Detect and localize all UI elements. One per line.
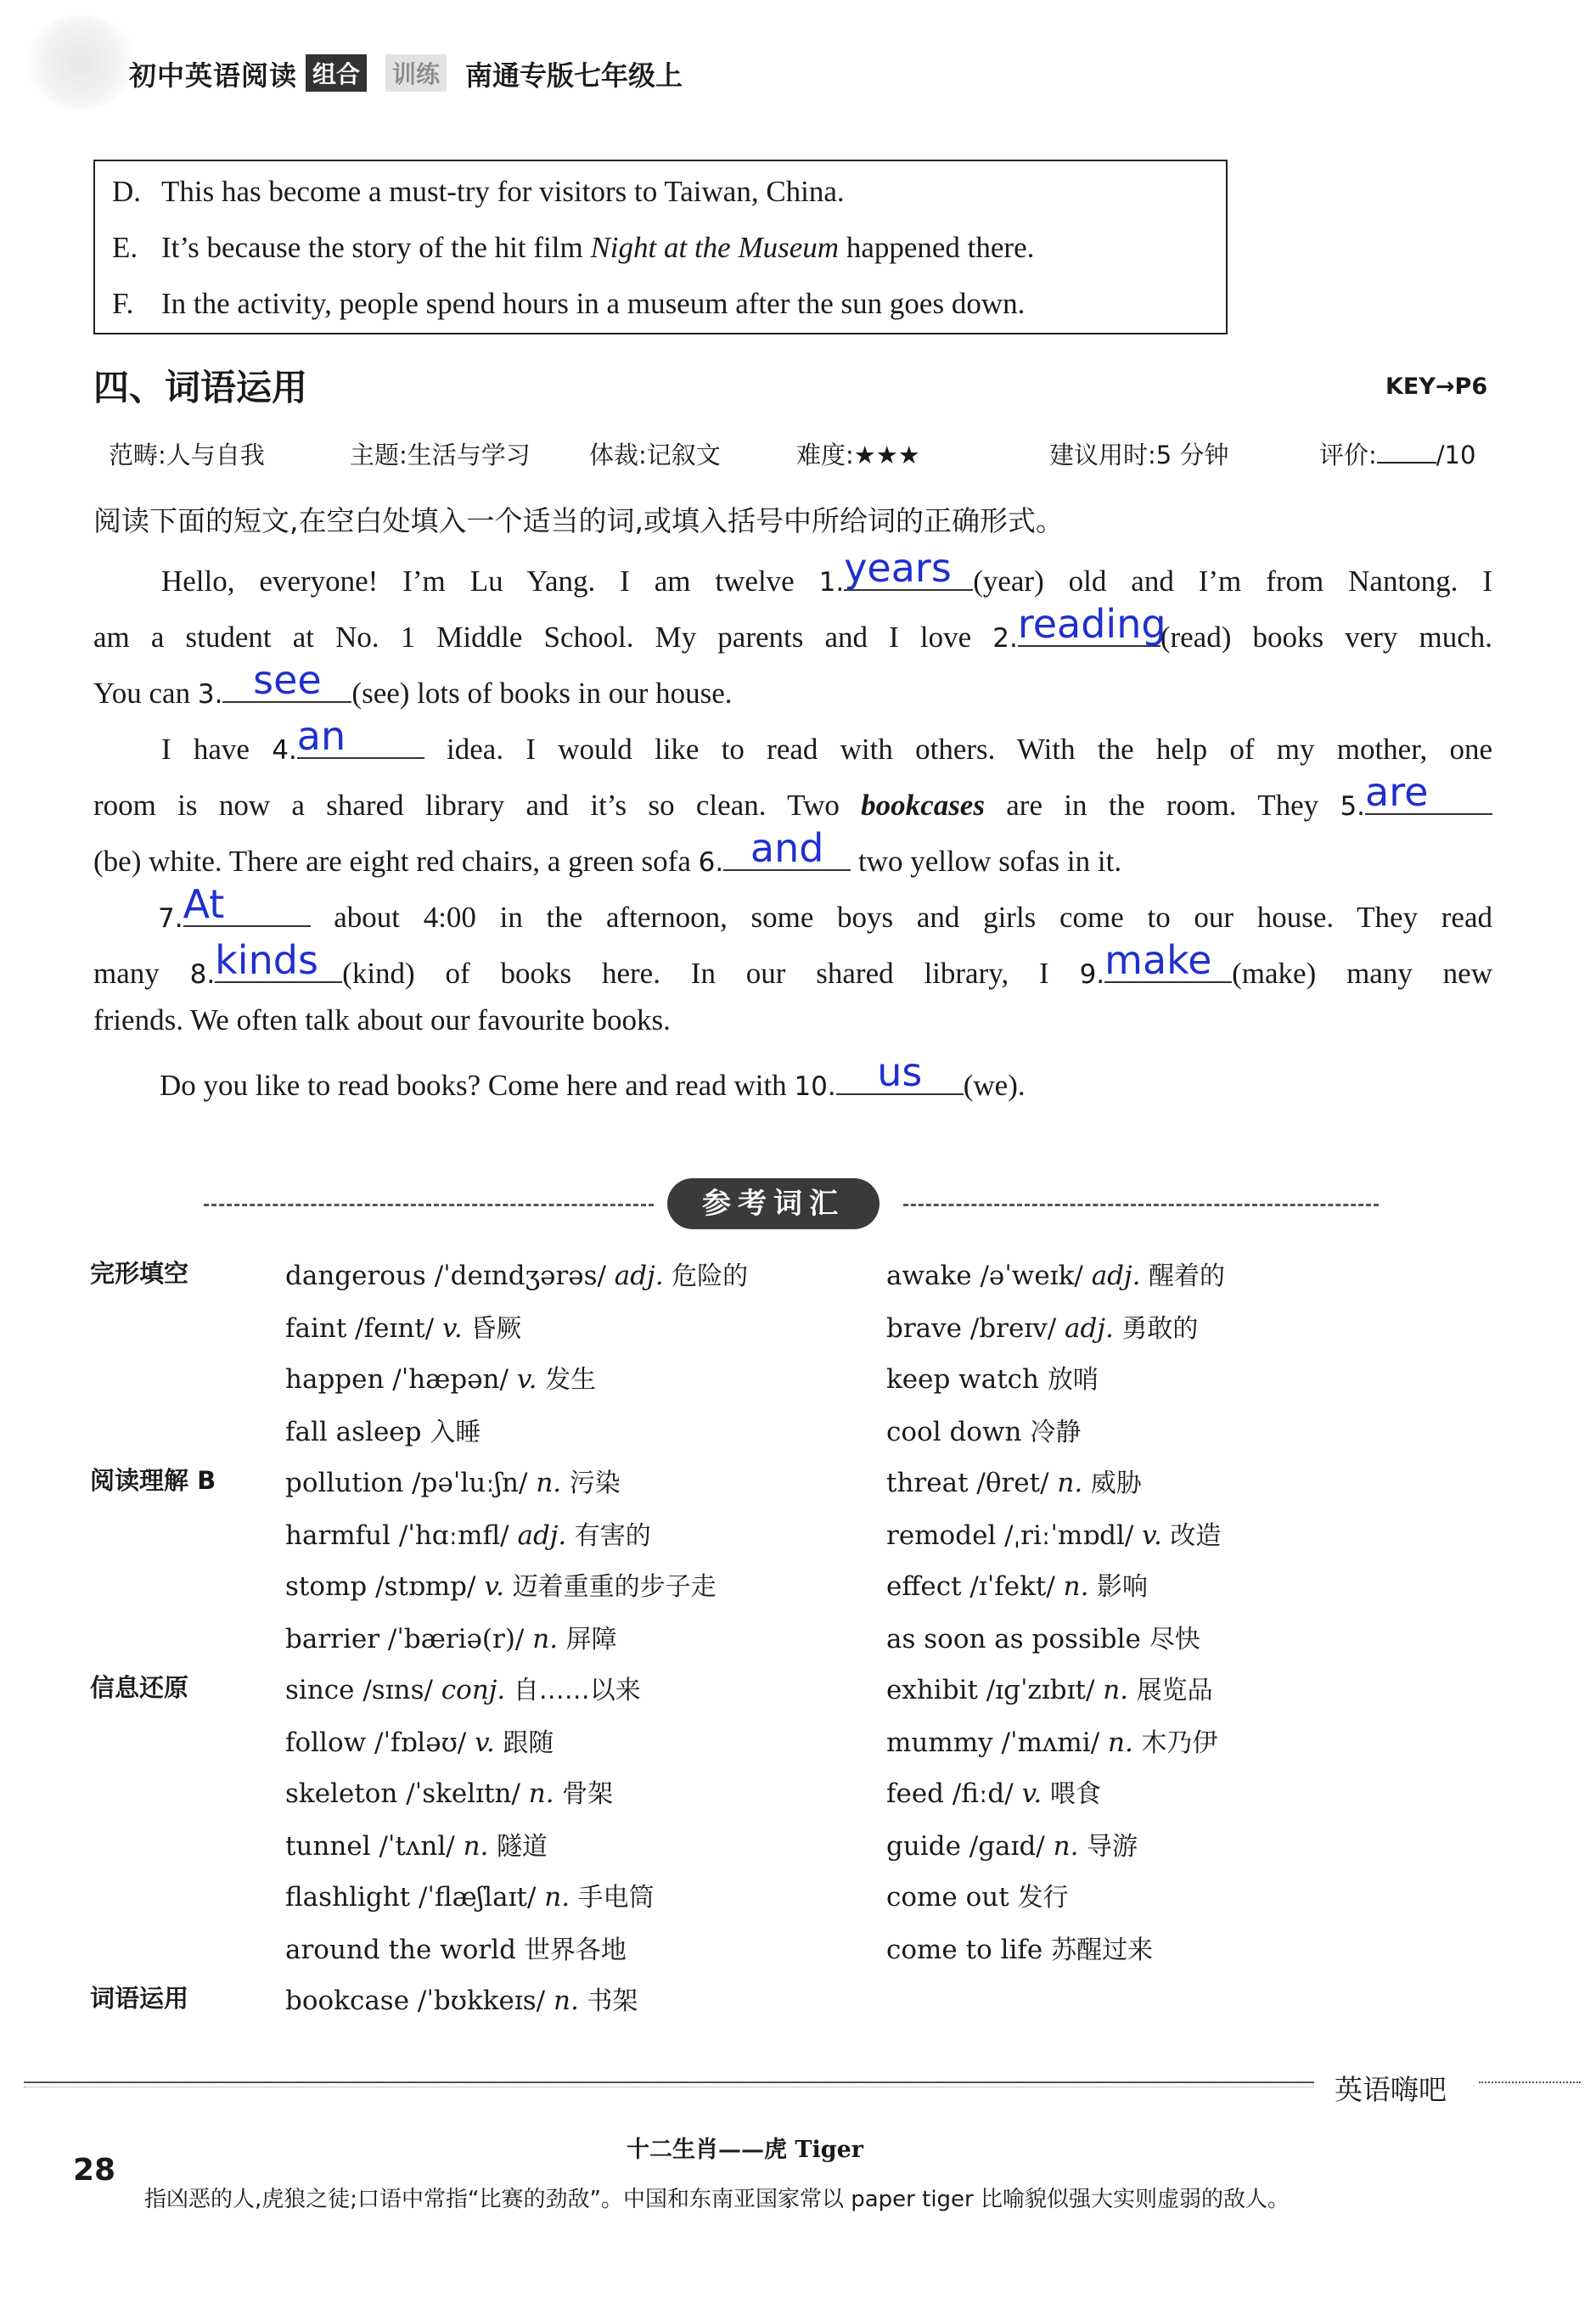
vocab-category-cloze: 完形填空 [90, 1259, 189, 1288]
vocab-meaning: 醒着的 [1140, 1261, 1226, 1291]
header-decoration [25, 15, 136, 109]
vocab-divider-left [204, 1204, 654, 1206]
right-vocab-item [886, 1669, 1213, 1706]
vocab-meaning: 隧道 [488, 1832, 548, 1862]
left-vocab-item [285, 1929, 627, 1966]
left-vocab-item [285, 1411, 480, 1448]
vocab-meaning: 危险的 [663, 1261, 749, 1291]
footer-rule [24, 2081, 1314, 2083]
vocab-meaning: 喂食 [1042, 1779, 1101, 1809]
vocab-word: follow /ˈfɒləʊ/ [285, 1728, 475, 1758]
vocab-meaning: 书架 [578, 1986, 638, 2016]
vocab-meaning: 入睡 [430, 1418, 481, 1447]
vocab-meaning: 世界各地 [524, 1935, 627, 1965]
passage-line-9: friends. We often talk about our favourite books. [93, 1003, 671, 1037]
vocab-meaning: 有害的 [566, 1521, 651, 1551]
vocab-pos: adj. [614, 1261, 664, 1291]
answer-6: and [750, 825, 824, 871]
blank-3[interactable] [222, 657, 351, 703]
blank-9[interactable] [1104, 937, 1232, 983]
section-title: 四、词语运用 [93, 367, 308, 408]
vocab-meaning: 苏醒过来 [1051, 1935, 1154, 1965]
vocab-pos: n. [1108, 1728, 1133, 1758]
vocab-meaning: 尽快 [1149, 1625, 1200, 1655]
header-tag-combo: 组合 [306, 54, 367, 92]
difficulty-stars: ★★★ [853, 441, 920, 469]
vocab-pos: v. [1021, 1778, 1042, 1809]
vocab-meaning: 跟随 [494, 1728, 554, 1758]
book-title: 初中英语阅读 [129, 59, 298, 92]
passage-line-2: am a student at No. 1 Middle School. My parents and I love 2. reading (read) books very much. [93, 601, 1492, 654]
vocab-pos: n. [1053, 1831, 1079, 1862]
right-vocab-item [886, 1255, 1225, 1292]
vocab-meaning: 勇敢的 [1113, 1314, 1199, 1344]
vocab-meaning: 污染 [561, 1469, 621, 1498]
zodiac-note: 指凶恶的人,虎狼之徒;口语中常指“比赛的劲敌”。中国和东南亚国家常以 paper tiger 比喻貌似强大实则虚弱的敌人。 [144, 2187, 1290, 2212]
left-vocab-item [285, 1669, 641, 1706]
vocab-meaning: 自……以来 [505, 1676, 641, 1705]
header-tag-training: 训练 [385, 54, 447, 92]
vocab-word: barrier /ˈbæriə(r)/ [285, 1624, 533, 1655]
vocab-category-reading-b: 阅读理解 B [90, 1466, 216, 1495]
answer-10: us [877, 1049, 923, 1095]
vocab-word: pollution /pəˈluːʃn/ [285, 1468, 537, 1498]
left-vocab-item [285, 1772, 613, 1810]
vocab-meaning: 威胁 [1082, 1469, 1142, 1498]
right-vocab-item [886, 1876, 1069, 1913]
right-vocab-item [886, 1307, 1198, 1345]
vocab-word: come out [886, 1882, 1018, 1913]
vocab-pos: adj. [1091, 1261, 1141, 1291]
blank-2[interactable] [1017, 601, 1166, 647]
vocab-pos: n. [463, 1831, 489, 1862]
right-vocab-item [886, 1565, 1148, 1603]
passage-line-6: (be) white. There are eight red chairs, a green sofa 6. and two yellow sofas in it. [93, 825, 1122, 878]
vocab-meaning: 手电筒 [570, 1883, 655, 1913]
vocab-category-word-use: 词语运用 [90, 1984, 189, 2013]
vocab-word: come to life [886, 1935, 1052, 1965]
meta-theme: 主题:生活与学习 [350, 441, 531, 469]
vocab-category-info: 信息还原 [90, 1673, 189, 1702]
vocab-badge: 参考词汇 [667, 1178, 879, 1229]
passage-line-4: I have 4. an idea. I would like to read with others. With the help of my mother, one [161, 713, 1492, 766]
right-vocab-item [886, 1618, 1200, 1655]
meta-evaluation: 评价: /10 [1319, 441, 1476, 469]
option-f: F. In the activity, people spend hours in a museum after the sun goes down. [112, 287, 1026, 320]
vocab-pos: n. [1063, 1571, 1089, 1602]
answer-4: an [296, 713, 346, 759]
footer-brand: 英语嗨吧 [1335, 2073, 1447, 2106]
vocab-word: flashlight /ˈflæʃlaɪt/ [285, 1882, 545, 1913]
blank-7[interactable] [183, 881, 311, 927]
vocab-word: mummy /ˈmʌmi/ [886, 1728, 1109, 1758]
passage-line-1: Hello, everyone! I’m Lu Yang. I am twelve 1. years (year) old and I’m from Nantong. I [161, 545, 1492, 598]
vocab-divider-right [903, 1204, 1379, 1206]
vocab-meaning: 昏厥 [462, 1314, 522, 1344]
vocab-word: remodel /ˌriːˈmɒdl/ [886, 1520, 1143, 1551]
vocab-word: tunnel /ˈtʌnl/ [285, 1831, 464, 1862]
vocab-pos: n. [1103, 1675, 1129, 1705]
right-vocab-item [886, 1514, 1221, 1552]
vocab-word: faint /feɪnt/ [285, 1313, 443, 1344]
passage-line-7: 7. At about 4:00 in the afternoon, some boys and girls come to our house. They read [158, 881, 1492, 934]
vocab-meaning: 屏障 [558, 1625, 617, 1655]
vocab-meaning: 发生 [537, 1365, 597, 1395]
evaluation-blank[interactable] [1377, 441, 1436, 463]
vocab-pos: n. [528, 1778, 554, 1809]
vocab-meaning: 冷静 [1030, 1418, 1082, 1447]
zodiac-title: 十二生肖——虎 Tiger [627, 2137, 864, 2163]
left-vocab-item [285, 1565, 717, 1603]
left-vocab-item [285, 1722, 554, 1759]
vocab-word: keep watch [886, 1364, 1048, 1395]
vocab-word: fall asleep [285, 1417, 430, 1447]
vocab-word: brave /breɪv/ [886, 1313, 1065, 1344]
right-vocab-item [886, 1358, 1099, 1396]
vocab-word: awake /əˈweɪk/ [886, 1261, 1092, 1291]
vocab-word: guide /ɡaɪd/ [886, 1831, 1054, 1862]
left-vocab-item [285, 1618, 617, 1655]
options-box [93, 160, 1228, 334]
answer-9: make [1104, 937, 1212, 983]
passage-line-3: You can 3. see (see) lots of books in our house. [93, 657, 733, 710]
vocab-word: effect /ɪˈfekt/ [886, 1571, 1064, 1602]
vocab-pos: v. [516, 1364, 537, 1395]
vocab-pos: n. [1057, 1468, 1083, 1498]
answer-3: see [253, 657, 322, 703]
vocab-pos: adj. [517, 1520, 567, 1551]
vocab-meaning: 木乃伊 [1132, 1728, 1218, 1758]
vocab-pos: v. [442, 1313, 463, 1344]
vocab-pos: n. [536, 1468, 562, 1498]
page-number: 28 [73, 2153, 116, 2188]
blank-6[interactable] [723, 825, 851, 871]
vocab-pos: v. [484, 1571, 505, 1602]
vocab-meaning: 展览品 [1128, 1676, 1213, 1705]
meta-time: 建议用时:5 分钟 [1049, 441, 1229, 469]
vocab-pos: n. [553, 1986, 579, 2016]
left-vocab-item [285, 1307, 521, 1345]
footer-rule-right [1479, 2081, 1581, 2083]
blank-8[interactable] [215, 937, 342, 983]
vocab-word: happen /ˈhæpən/ [285, 1364, 517, 1395]
right-vocab-item [886, 1929, 1153, 1966]
vocab-word: stomp /stɒmp/ [285, 1571, 485, 1602]
vocab-meaning: 影响 [1088, 1572, 1149, 1602]
blank-1[interactable] [844, 545, 973, 591]
right-vocab-item [886, 1411, 1081, 1448]
blank-5[interactable] [1365, 769, 1492, 815]
vocab-pos: v. [1142, 1520, 1162, 1551]
vocab-meaning: 放哨 [1047, 1365, 1099, 1395]
vocab-meaning: 骨架 [554, 1779, 614, 1809]
left-vocab-item [285, 1876, 655, 1913]
vocab-meaning: 发行 [1017, 1883, 1069, 1913]
meta-category: 范畴:人与自我 [109, 441, 265, 469]
vocab-word: as soon as possible [886, 1624, 1149, 1655]
answer-key-ref: KEY→P6 [1385, 374, 1488, 400]
passage-line-5: room is now a shared library and it’s so clean. Two bookcases are in the room. They 5. are [93, 779, 1492, 818]
vocab-meaning: 导游 [1078, 1832, 1138, 1862]
right-vocab-item [886, 1722, 1217, 1759]
answer-2: reading [1017, 601, 1166, 647]
answer-5: are [1365, 769, 1429, 815]
vocab-word: threat /θret/ [886, 1468, 1058, 1498]
vocab-word: cool down [886, 1417, 1031, 1447]
vocab-pos: v. [475, 1728, 495, 1758]
vocab-word: bookcase /ˈbʊkkeɪs/ [285, 1986, 554, 2016]
left-vocab-item [285, 1514, 651, 1552]
vocab-word: dangerous /ˈdeɪndʒərəs/ [285, 1261, 615, 1291]
vocab-pos: n. [532, 1624, 559, 1655]
right-vocab-item [886, 1772, 1101, 1810]
meta-difficulty: 难度:★★★ [796, 441, 920, 469]
vocab-word: around the world [285, 1935, 525, 1965]
option-d: D. This has become a must-try for visitors to Taiwan, China. [112, 175, 845, 208]
left-vocab-item [285, 1825, 548, 1862]
vocab-word: since /sɪns/ [285, 1675, 441, 1705]
left-vocab-item [285, 1358, 596, 1396]
instruction: 阅读下面的短文,在空白处填入一个适当的词,或填入括号中所给词的正确形式。 [93, 504, 1064, 537]
passage-line-8: many 8. kinds (kind) of books here. In our shared library, I 9. make (make) many new [93, 937, 1492, 990]
vocab-pos: adj. [1065, 1313, 1114, 1344]
right-vocab-item [886, 1825, 1138, 1862]
blank-10[interactable] [836, 1049, 964, 1095]
right-vocab-item [886, 1462, 1142, 1499]
vocab-word: exhibit /ɪɡˈzɪbɪt/ [886, 1675, 1104, 1705]
passage-line-10: Do you like to read books? Come here and read with 10. us (we). [160, 1049, 1026, 1102]
vocab-word: harmful /ˈhɑːmfl/ [285, 1520, 518, 1551]
option-e: E. It’s because the story of the hit film Night at the Museum happened there. [112, 231, 1035, 264]
blank-4[interactable] [296, 713, 424, 759]
vocab-pos: n. [544, 1882, 570, 1913]
answer-7: At [183, 881, 225, 927]
left-vocab-item [285, 1462, 621, 1499]
meta-genre: 体裁:记叙文 [589, 441, 721, 469]
left-vocab-item [285, 1255, 748, 1292]
vocab-meaning: 改造 [1161, 1521, 1222, 1551]
answer-8: kinds [215, 937, 318, 983]
vocab-pos: conj. [441, 1675, 506, 1705]
vocab-word: skeleton /ˈskelɪtn/ [285, 1778, 529, 1809]
vocab-meaning: 迈着重重的步子走 [504, 1572, 717, 1602]
book-edition: 南通专版七年级上 [465, 59, 683, 92]
vocab-word: feed /fiːd/ [886, 1778, 1022, 1809]
left-vocab-item [285, 1980, 638, 2017]
answer-1: years [844, 545, 952, 591]
